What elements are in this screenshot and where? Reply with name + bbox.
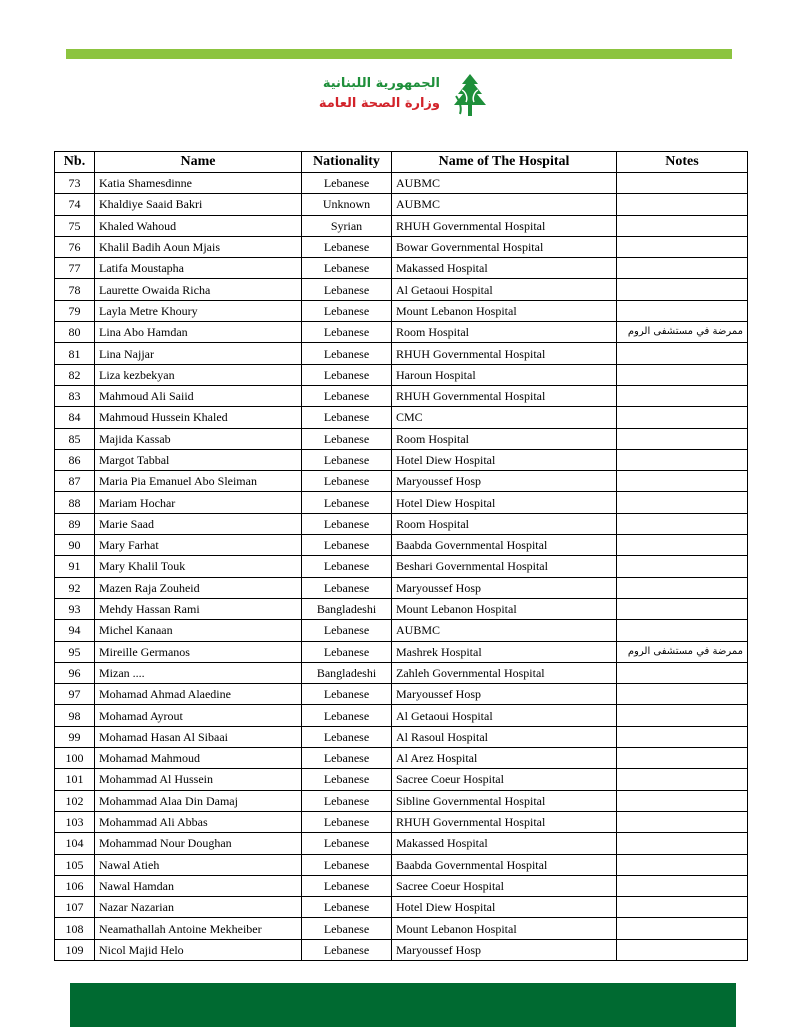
cell-notes xyxy=(617,811,748,832)
cell-nationality: Lebanese xyxy=(302,833,392,854)
cell-person-name: Liza kezbekyan xyxy=(95,364,302,385)
table-row xyxy=(55,854,748,875)
table-body xyxy=(55,173,748,961)
cell-person-name: Khaled Wahoud xyxy=(95,215,302,236)
cell-nationality: Bangladeshi xyxy=(302,598,392,619)
cell-nationality: Lebanese xyxy=(302,471,392,492)
table-row xyxy=(55,939,748,960)
table-row xyxy=(55,300,748,321)
table-row xyxy=(55,811,748,832)
cell-hospital-name: Maryoussef Hosp xyxy=(392,577,617,598)
column-header-nb: Nb. xyxy=(55,152,95,173)
cell-row-number: 98 xyxy=(55,705,95,726)
cell-person-name: Nazar Nazarian xyxy=(95,897,302,918)
cell-nationality: Lebanese xyxy=(302,641,392,662)
cell-notes xyxy=(617,556,748,577)
cell-hospital-name: Bowar Governmental Hospital xyxy=(392,236,617,257)
cell-hospital-name: RHUH Governmental Hospital xyxy=(392,385,617,406)
cell-row-number: 76 xyxy=(55,236,95,257)
cell-notes xyxy=(617,705,748,726)
cell-notes xyxy=(617,790,748,811)
cell-hospital-name: Mount Lebanon Hospital xyxy=(392,598,617,619)
cell-row-number: 91 xyxy=(55,556,95,577)
table-row xyxy=(55,215,748,236)
table-header-row xyxy=(55,152,748,173)
cell-notes xyxy=(617,513,748,534)
cell-person-name: Mireille Germanos xyxy=(95,641,302,662)
cell-nationality: Lebanese xyxy=(302,726,392,747)
cell-hospital-name: Al Arez Hospital xyxy=(392,748,617,769)
column-header-notes: Notes xyxy=(617,152,748,173)
cell-hospital-name: RHUH Governmental Hospital xyxy=(392,343,617,364)
cell-nationality: Lebanese xyxy=(302,684,392,705)
cell-notes xyxy=(617,854,748,875)
cell-person-name: Khalil Badih Aoun Mjais xyxy=(95,236,302,257)
column-header-name: Name xyxy=(95,152,302,173)
cell-hospital-name: Hotel Diew Hospital xyxy=(392,492,617,513)
cell-notes xyxy=(617,833,748,854)
cell-row-number: 93 xyxy=(55,598,95,619)
cell-nationality: Lebanese xyxy=(302,492,392,513)
table-row xyxy=(55,343,748,364)
cell-notes xyxy=(617,385,748,406)
cell-nationality: Lebanese xyxy=(302,620,392,641)
column-header-hospital: Name of The Hospital xyxy=(392,152,617,173)
cell-row-number: 101 xyxy=(55,769,95,790)
cell-hospital-name: Maryoussef Hosp xyxy=(392,684,617,705)
cell-hospital-name: Beshari Governmental Hospital xyxy=(392,556,617,577)
cell-row-number: 89 xyxy=(55,513,95,534)
cell-row-number: 108 xyxy=(55,918,95,939)
roster-table xyxy=(54,151,748,961)
cell-hospital-name: CMC xyxy=(392,407,617,428)
cell-person-name: Mary Khalil Touk xyxy=(95,556,302,577)
cell-notes xyxy=(617,684,748,705)
cell-nationality: Lebanese xyxy=(302,279,392,300)
table-row xyxy=(55,407,748,428)
cell-person-name: Margot Tabbal xyxy=(95,449,302,470)
cell-hospital-name: Mashrek Hospital xyxy=(392,641,617,662)
table-row xyxy=(55,385,748,406)
table-row xyxy=(55,258,748,279)
cell-hospital-name: RHUH Governmental Hospital xyxy=(392,811,617,832)
logo-line-republic: الجمهورية اللبنانية xyxy=(322,76,440,91)
cell-notes xyxy=(617,279,748,300)
cell-person-name: Mizan .... xyxy=(95,662,302,683)
cell-hospital-name: Room Hospital xyxy=(392,428,617,449)
cell-row-number: 99 xyxy=(55,726,95,747)
cell-hospital-name: Mount Lebanon Hospital xyxy=(392,918,617,939)
cell-row-number: 77 xyxy=(55,258,95,279)
cell-nationality: Lebanese xyxy=(302,705,392,726)
cell-hospital-name: AUBMC xyxy=(392,194,617,215)
table-row xyxy=(55,897,748,918)
table-row xyxy=(55,236,748,257)
logo-line-ministry: وزارة الصحة العامة xyxy=(318,96,440,111)
cell-hospital-name: Baabda Governmental Hospital xyxy=(392,535,617,556)
cell-person-name: Mohamad Ahmad Alaedine xyxy=(95,684,302,705)
cell-row-number: 103 xyxy=(55,811,95,832)
table-row xyxy=(55,556,748,577)
cell-notes xyxy=(617,939,748,960)
table-row xyxy=(55,769,748,790)
table-row xyxy=(55,748,748,769)
cell-row-number: 106 xyxy=(55,875,95,896)
cell-nationality: Lebanese xyxy=(302,897,392,918)
cell-notes xyxy=(617,300,748,321)
cell-notes xyxy=(617,726,748,747)
cell-nationality: Lebanese xyxy=(302,769,392,790)
cell-notes: ممرضة في مستشفى الروم xyxy=(617,641,748,662)
cell-notes xyxy=(617,449,748,470)
cell-person-name: Mohammad Al Hussein xyxy=(95,769,302,790)
table-row xyxy=(55,790,748,811)
cell-person-name: Mohamad Hasan Al Sibaai xyxy=(95,726,302,747)
cell-nationality: Lebanese xyxy=(302,918,392,939)
cell-person-name: Mahmoud Hussein Khaled xyxy=(95,407,302,428)
cell-person-name: Majida Kassab xyxy=(95,428,302,449)
cell-hospital-name: Room Hospital xyxy=(392,322,617,343)
cell-person-name: Marie Saad xyxy=(95,513,302,534)
cell-nationality: Lebanese xyxy=(302,173,392,194)
table-row xyxy=(55,577,748,598)
cell-notes: ممرضة في مستشفى الروم xyxy=(617,322,748,343)
cell-row-number: 73 xyxy=(55,173,95,194)
table-row xyxy=(55,535,748,556)
cell-hospital-name: Room Hospital xyxy=(392,513,617,534)
cell-row-number: 87 xyxy=(55,471,95,492)
cell-person-name: Layla Metre Khoury xyxy=(95,300,302,321)
cell-hospital-name: RHUH Governmental Hospital xyxy=(392,215,617,236)
top-accent-bar xyxy=(66,49,732,59)
cell-hospital-name: Makassed Hospital xyxy=(392,258,617,279)
cell-notes xyxy=(617,662,748,683)
column-header-nationality: Nationality xyxy=(302,152,392,173)
cell-notes xyxy=(617,258,748,279)
table-row xyxy=(55,449,748,470)
cell-nationality: Lebanese xyxy=(302,811,392,832)
cell-person-name: Mohammad Alaa Din Damaj xyxy=(95,790,302,811)
cell-hospital-name: Mount Lebanon Hospital xyxy=(392,300,617,321)
table-row xyxy=(55,173,748,194)
cell-nationality: Lebanese xyxy=(302,577,392,598)
table-row xyxy=(55,428,748,449)
cell-person-name: Neamathallah Antoine Mekheiber xyxy=(95,918,302,939)
cell-person-name: Mohamad Mahmoud xyxy=(95,748,302,769)
cedar-icon xyxy=(448,72,492,118)
cell-row-number: 104 xyxy=(55,833,95,854)
table-row xyxy=(55,662,748,683)
table-row xyxy=(55,726,748,747)
cell-row-number: 85 xyxy=(55,428,95,449)
cell-notes xyxy=(617,897,748,918)
cell-notes xyxy=(617,918,748,939)
cell-nationality: Lebanese xyxy=(302,939,392,960)
cell-row-number: 74 xyxy=(55,194,95,215)
cell-nationality: Lebanese xyxy=(302,385,392,406)
cell-row-number: 88 xyxy=(55,492,95,513)
table-row xyxy=(55,492,748,513)
cell-person-name: Nawal Atieh xyxy=(95,854,302,875)
cell-row-number: 97 xyxy=(55,684,95,705)
cell-row-number: 92 xyxy=(55,577,95,598)
cell-notes xyxy=(617,364,748,385)
table-row xyxy=(55,279,748,300)
cell-hospital-name: AUBMC xyxy=(392,620,617,641)
cell-hospital-name: Sacree Coeur Hospital xyxy=(392,769,617,790)
cell-person-name: Mariam Hochar xyxy=(95,492,302,513)
cell-nationality: Lebanese xyxy=(302,322,392,343)
cell-hospital-name: AUBMC xyxy=(392,173,617,194)
cell-row-number: 83 xyxy=(55,385,95,406)
cell-hospital-name: Al Getaoui Hospital xyxy=(392,279,617,300)
cell-notes xyxy=(617,598,748,619)
cell-notes xyxy=(617,407,748,428)
cell-notes xyxy=(617,535,748,556)
cell-row-number: 81 xyxy=(55,343,95,364)
table-row xyxy=(55,194,748,215)
cell-nationality: Lebanese xyxy=(302,449,392,470)
table-row xyxy=(55,598,748,619)
cell-person-name: Michel Kanaan xyxy=(95,620,302,641)
cell-nationality: Lebanese xyxy=(302,236,392,257)
cell-row-number: 100 xyxy=(55,748,95,769)
cell-hospital-name: Makassed Hospital xyxy=(392,833,617,854)
cell-person-name: Laurette Owaida Richa xyxy=(95,279,302,300)
cell-person-name: Mohamad Ayrout xyxy=(95,705,302,726)
cell-notes xyxy=(617,343,748,364)
cell-person-name: Mohammad Ali Abbas xyxy=(95,811,302,832)
bottom-footer-bar xyxy=(70,983,736,1027)
cell-row-number: 94 xyxy=(55,620,95,641)
cell-nationality: Lebanese xyxy=(302,364,392,385)
table-row xyxy=(55,918,748,939)
table-row xyxy=(55,684,748,705)
cell-person-name: Latifa Moustapha xyxy=(95,258,302,279)
cell-notes xyxy=(617,875,748,896)
cell-notes xyxy=(617,748,748,769)
table-row xyxy=(55,875,748,896)
cell-nationality: Lebanese xyxy=(302,300,392,321)
cell-nationality: Lebanese xyxy=(302,428,392,449)
cell-row-number: 78 xyxy=(55,279,95,300)
cell-nationality: Unknown xyxy=(302,194,392,215)
cell-hospital-name: Al Getaoui Hospital xyxy=(392,705,617,726)
cell-person-name: Mahmoud Ali Saiid xyxy=(95,385,302,406)
cell-nationality: Bangladeshi xyxy=(302,662,392,683)
cell-row-number: 95 xyxy=(55,641,95,662)
cell-notes xyxy=(617,236,748,257)
cell-person-name: Mehdy Hassan Rami xyxy=(95,598,302,619)
cell-person-name: Mazen Raja Zouheid xyxy=(95,577,302,598)
cell-nationality: Lebanese xyxy=(302,513,392,534)
cell-person-name: Khaldiye Saaid Bakri xyxy=(95,194,302,215)
cell-person-name: Katia Shamesdinne xyxy=(95,173,302,194)
cell-hospital-name: Hotel Diew Hospital xyxy=(392,897,617,918)
table-row xyxy=(55,322,748,343)
cell-row-number: 79 xyxy=(55,300,95,321)
cell-row-number: 109 xyxy=(55,939,95,960)
cell-notes xyxy=(617,428,748,449)
cell-row-number: 86 xyxy=(55,449,95,470)
cell-nationality: Lebanese xyxy=(302,875,392,896)
cell-nationality: Lebanese xyxy=(302,854,392,875)
cell-hospital-name: Baabda Governmental Hospital xyxy=(392,854,617,875)
cell-hospital-name: Maryoussef Hosp xyxy=(392,939,617,960)
cell-row-number: 102 xyxy=(55,790,95,811)
cell-person-name: Mary Farhat xyxy=(95,535,302,556)
cell-notes xyxy=(617,173,748,194)
table-row xyxy=(55,641,748,662)
cell-hospital-name: Al Rasoul Hospital xyxy=(392,726,617,747)
cell-hospital-name: Maryoussef Hosp xyxy=(392,471,617,492)
cell-hospital-name: Sibline Governmental Hospital xyxy=(392,790,617,811)
cell-notes xyxy=(617,215,748,236)
cell-person-name: Lina Abo Hamdan xyxy=(95,322,302,343)
cell-person-name: Nawal Hamdan xyxy=(95,875,302,896)
cell-nationality: Lebanese xyxy=(302,790,392,811)
cell-nationality: Lebanese xyxy=(302,258,392,279)
table-row xyxy=(55,471,748,492)
cell-nationality: Lebanese xyxy=(302,343,392,364)
cell-nationality: Lebanese xyxy=(302,556,392,577)
cell-nationality: Syrian xyxy=(302,215,392,236)
cell-person-name: Maria Pia Emanuel Abo Sleiman xyxy=(95,471,302,492)
cell-hospital-name: Zahleh Governmental Hospital xyxy=(392,662,617,683)
cell-row-number: 80 xyxy=(55,322,95,343)
cell-row-number: 75 xyxy=(55,215,95,236)
cell-nationality: Lebanese xyxy=(302,407,392,428)
table-row xyxy=(55,705,748,726)
cell-notes xyxy=(617,492,748,513)
cell-hospital-name: Hotel Diew Hospital xyxy=(392,449,617,470)
cell-row-number: 105 xyxy=(55,854,95,875)
ministry-logo xyxy=(300,70,500,120)
cell-notes xyxy=(617,194,748,215)
cell-person-name: Nicol Majid Helo xyxy=(95,939,302,960)
cell-notes xyxy=(617,471,748,492)
cell-notes xyxy=(617,769,748,790)
table-row xyxy=(55,364,748,385)
cell-row-number: 96 xyxy=(55,662,95,683)
cell-hospital-name: Haroun Hospital xyxy=(392,364,617,385)
table-row xyxy=(55,513,748,534)
cell-row-number: 84 xyxy=(55,407,95,428)
cell-row-number: 107 xyxy=(55,897,95,918)
table-row xyxy=(55,833,748,854)
cell-hospital-name: Sacree Coeur Hospital xyxy=(392,875,617,896)
cell-person-name: Mohammad Nour Doughan xyxy=(95,833,302,854)
table-row xyxy=(55,620,748,641)
cell-notes xyxy=(617,577,748,598)
cell-row-number: 90 xyxy=(55,535,95,556)
cell-nationality: Lebanese xyxy=(302,748,392,769)
cell-notes xyxy=(617,620,748,641)
cell-row-number: 82 xyxy=(55,364,95,385)
cell-nationality: Lebanese xyxy=(302,535,392,556)
cell-person-name: Lina Najjar xyxy=(95,343,302,364)
